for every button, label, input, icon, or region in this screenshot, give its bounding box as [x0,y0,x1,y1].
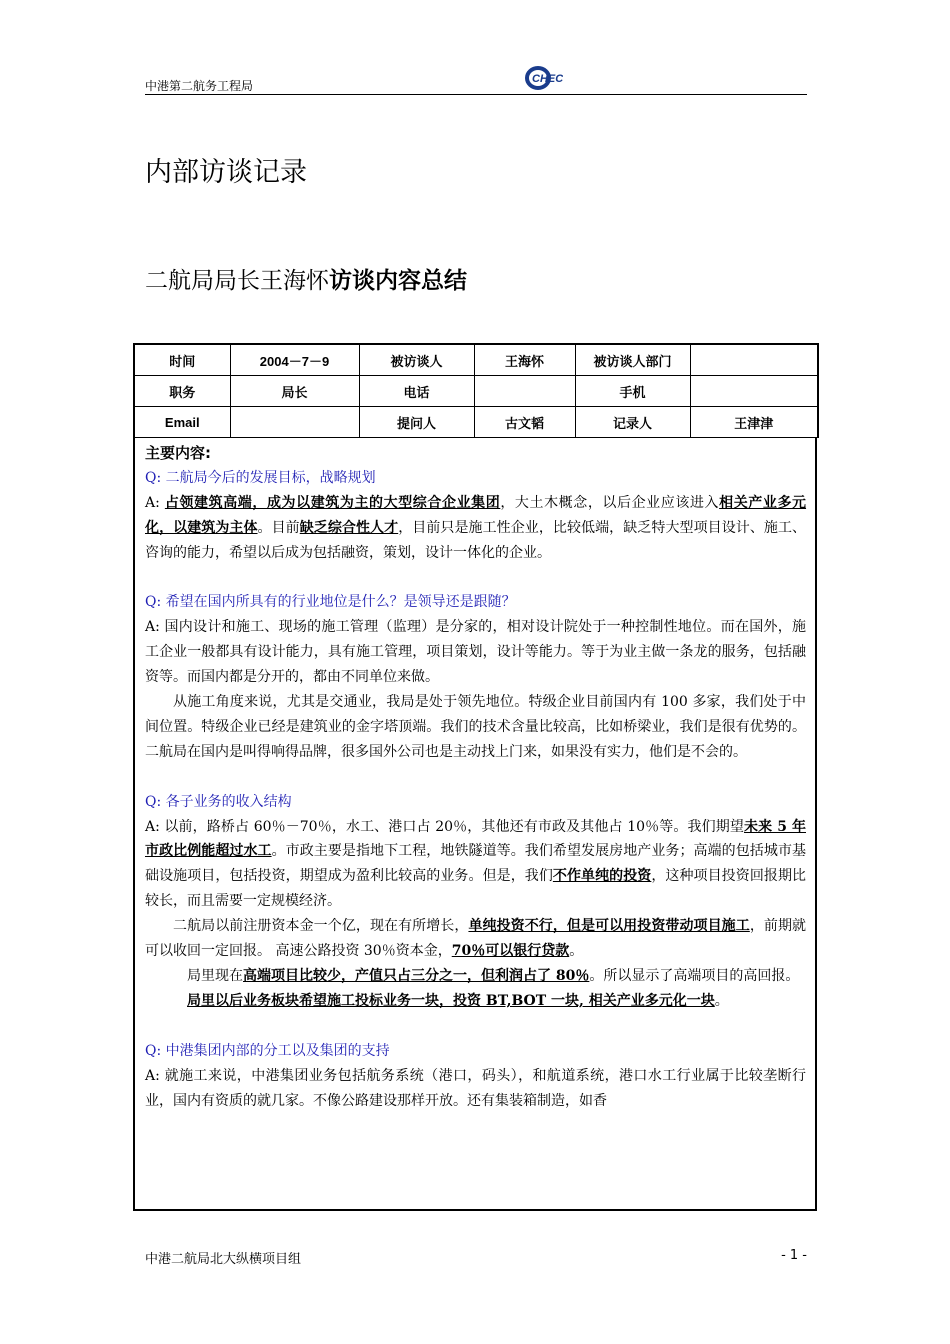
highlight: 局里以后业务板块希望施工投标业务一块，投资 BT,BOT 一块, 相关产业多元化一块 [187,992,715,1009]
question-1: Q: 二航局今后的发展目标，战略规划 [145,469,376,486]
answer-3-p2: 二航局以前注册资本金一个亿，现在有所增长，单纯投资不行，但是可以用投资带动项目施工，前期就可以收回一定回报。 高速公路投资 30％资本金，70％可以银行贷款。 [145,918,807,960]
table-row [134,376,818,407]
time-value: 2004－7－9 [230,344,359,376]
email-value [230,407,359,438]
mobile-value [690,376,818,407]
highlight: 高端项目比较少，产值只占三分之一，但利润占了 80％ [243,968,590,984]
email-label: Email [134,407,230,438]
answer-4: A: 就施工来说，中港集团业务包括航务系统（港口，码头），和航道系统，港口水工行业属于比较垄断行业，国内有资质的就几家。不像公路建设那样开放。还有集装箱制造，如香 [145,1067,806,1109]
recorder-value: 王津津 [690,407,818,438]
page-footer [145,1248,807,1267]
answer-3-p3: 局里现在高端项目比较少，产值只占三分之一，但利润占了 80％。所以显示了高端项目的高回报。 [187,968,800,984]
phone-label: 电话 [359,376,474,407]
dept-value [690,344,818,376]
answer-3-p4: 局里以后业务板块希望施工投标业务一块，投资 BT,BOT 一块, 相关产业多元化一块。 [187,992,729,1009]
header-org: 中港第二航务工程局 [145,79,254,93]
subtitle-plain: 二航局局长王海怀 [145,268,329,294]
interviewee-value: 王海怀 [474,344,575,376]
company-logo-icon [523,66,563,90]
interviewee-label: 被访谈人 [359,344,474,376]
document-title: 内部访谈记录 [145,157,307,188]
answer-3-p1: A: 以前，路桥占 60％－70％，水工、港口占 20％，其他还有市政及其他占 10％等。我们期望未来 5 年市政比例能超过水工。市政主要是指地下工程，地铁隧道等。我们希望发展房地产业务；高端的包括城市基础设施项目，包括投资，期望成为盈利比较高的业务。但是，我们不作单纯的投资，这种项目投资回报期比较长，而且需要一定规模经济。 [145,818,807,910]
phone-value [474,376,575,407]
answer-2-p2: 从施工角度来说，尤其是交通业，我局是处于领先地位。特级企业目前国内有 100 多家，我们处于中间位置。特级企业已经是建筑业的金字塔顶端。我们的技术含量比较高，比如桥梁业，我们是很有优势的。二航局在国内是叫得响得品牌，很多国外公司也是主动找上门来，如果没有实力，他们是不会的。 [145,694,806,760]
logo-text: CHEC [532,73,563,85]
question-3: Q: 各子业务的收入结构 [145,793,292,810]
footer-left: 中港二航局北大纵横项目组 [145,1252,302,1267]
page-header [145,72,807,95]
answer-1: A: 占领建筑高端，成为以建筑为主的大型综合企业集团，大土木概念，以后企业应该进入相关产业多元化，以建筑为主体。目前缺乏综合性人才，目前只是施工性企业，比较低端，缺乏特大型项目设计、施工、咨询的能力，希望以后成为包括融资，策划，设计一体化的企业。 [145,494,807,561]
highlight: 不作单纯的投资 [552,868,652,885]
answer-2-p1: A: 国内设计和施工、现场的施工管理（监理）是分家的，相对设计院处于一种控制性地位。而在国外，施工企业一般都具有设计能力，具有施工管理，项目策划，设计等能力。等于为业主做一条龙的服务，包括融资等。而国内都是分开的，都由不同单位来做。 [145,619,806,686]
highlight: 70％可以银行贷款 [451,943,570,960]
document-subtitle [145,262,467,295]
dept-label: 被访谈人部门 [575,344,690,376]
interview-info-table [133,343,819,438]
highlight: 缺乏综合性人才 [299,519,399,536]
highlight: 单纯投资不行，但是可以用投资带动项目施工 [468,918,750,935]
highlight: 相关产业多元化，以建筑为主体 [145,494,807,536]
asker-value: 古文韬 [474,407,575,438]
question-2: Q: 希望在国内所具有的行业地位是什么？是领导还是跟随？ [145,594,516,611]
position-label: 职务 [134,376,230,407]
recorder-label: 记录人 [575,407,690,438]
mobile-label: 手机 [575,376,690,407]
table-row [134,344,818,376]
main-content-box [133,438,817,1211]
position-value: 局长 [230,376,359,407]
time-label: 时间 [134,344,230,376]
page-number: - 1 - [781,1248,807,1263]
subtitle-bold: 访谈内容总结 [329,268,467,294]
table-row [134,407,818,438]
content-title: 主要内容: [145,444,211,462]
highlight: 占领建筑高端，成为以建筑为主的大型综合企业集团 [164,494,501,511]
question-4: Q: 中港集团内部的分工以及集团的支持 [145,1042,390,1059]
highlight: 未来 5 年市政比例能超过水工 [145,818,806,860]
asker-label: 提问人 [359,407,474,438]
